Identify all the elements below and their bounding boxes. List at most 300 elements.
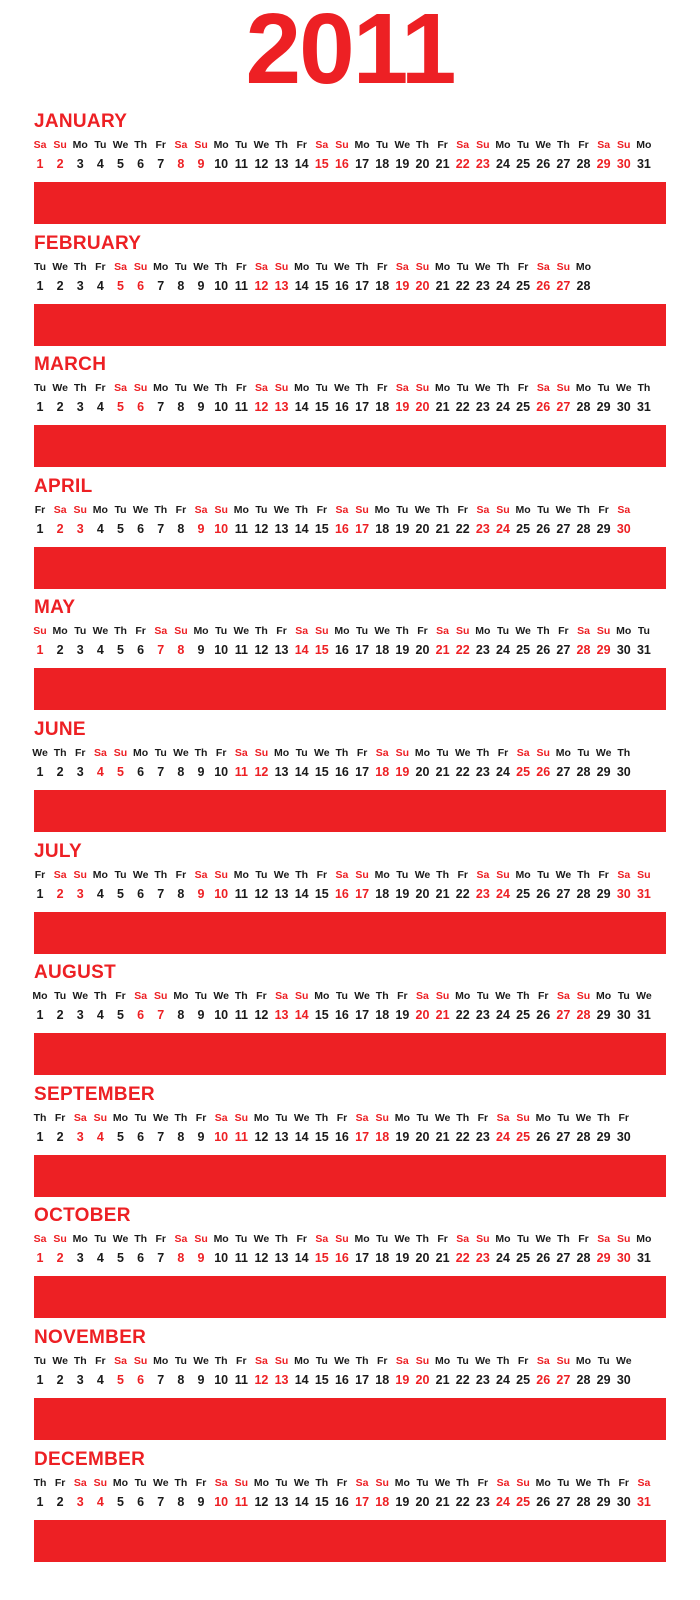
- weekday-label: Sa: [536, 382, 550, 395]
- date-number: 16: [334, 521, 349, 536]
- date-number: 7: [157, 1373, 165, 1387]
- weekday-label: Fr: [558, 625, 569, 638]
- weekday-label: Sa: [214, 1476, 228, 1489]
- weekday-label: Su: [73, 868, 87, 881]
- date-number: 13: [274, 1251, 289, 1266]
- weekday-label: Mo: [394, 1476, 410, 1489]
- date-number: 22: [455, 1251, 470, 1266]
- month-name: FEBRUARY: [34, 232, 142, 254]
- weekday-label: Fr: [34, 503, 46, 516]
- date-number: 28: [576, 1373, 591, 1387]
- date-number: 6: [137, 1129, 145, 1144]
- weekday-label: Mo: [314, 990, 330, 1003]
- date-number: 2: [56, 1373, 64, 1387]
- date-number: 3: [76, 521, 84, 536]
- weekday-row: [0, 989, 700, 1003]
- date-number: 17: [355, 1129, 370, 1144]
- weekday-label: We: [173, 747, 189, 759]
- date-number: 19: [395, 278, 410, 293]
- weekday-row: [0, 381, 700, 395]
- date-number: 24: [496, 1494, 510, 1509]
- weekday-label: Su: [93, 1476, 108, 1489]
- date-number: 28: [576, 765, 591, 779]
- date-number: 4: [96, 1373, 104, 1387]
- weekday-label: Sa: [395, 382, 409, 395]
- date-number: 4: [96, 1008, 104, 1023]
- date-number: 27: [556, 521, 571, 536]
- weekday-label: Mo: [112, 1476, 129, 1489]
- weekday-label: Sa: [73, 1476, 87, 1489]
- date-number: 22: [455, 278, 470, 293]
- weekday-label: Mo: [334, 625, 350, 638]
- weekday-label: Th: [134, 1233, 148, 1246]
- month-february: [0, 232, 700, 356]
- date-number: 29: [596, 521, 611, 536]
- weekday-label: Mo: [636, 139, 652, 151]
- weekday-label: Su: [536, 747, 550, 759]
- weekday-label: Sa: [315, 139, 329, 151]
- date-number: 25: [516, 1373, 531, 1387]
- weekday-label: Fr: [54, 1476, 66, 1489]
- date-number: 8: [177, 521, 185, 536]
- date-number: 9: [197, 643, 205, 658]
- weekday-label: Sa: [33, 1233, 47, 1246]
- weekday-label: Mo: [273, 747, 290, 759]
- month-june: [0, 718, 700, 842]
- weekday-label: Mo: [515, 503, 531, 516]
- weekday-label: Sa: [335, 868, 349, 881]
- month-april: [0, 475, 700, 599]
- weekday-label: Sa: [174, 139, 188, 151]
- weekday-label: Sa: [577, 625, 590, 638]
- weekday-label: Su: [174, 625, 188, 638]
- weekday-label: Tu: [114, 503, 127, 516]
- date-number: 4: [96, 521, 104, 536]
- date-number: 11: [234, 643, 248, 658]
- date-number: 30: [616, 765, 631, 779]
- weekday-label: Tu: [134, 1111, 147, 1124]
- weekday-label: We: [132, 503, 149, 516]
- weekday-label: Th: [114, 625, 127, 638]
- date-number: 25: [516, 886, 531, 901]
- date-row: [0, 522, 700, 536]
- weekday-label: Tu: [33, 260, 47, 273]
- weekday-label: Tu: [617, 990, 630, 1003]
- date-number: 10: [214, 157, 229, 171]
- weekday-label: Tu: [295, 747, 308, 759]
- date-number: 23: [475, 1129, 490, 1144]
- date-number: 23: [475, 157, 490, 171]
- date-row: [0, 1251, 700, 1265]
- date-number: 14: [294, 521, 309, 536]
- weekday-label: Sa: [436, 625, 450, 638]
- date-number: 25: [516, 1251, 531, 1266]
- date-number: 25: [516, 521, 531, 536]
- weekday-label: Su: [113, 747, 128, 759]
- date-number: 8: [177, 1494, 185, 1509]
- weekday-label: Sa: [476, 868, 490, 881]
- weekday-label: Th: [577, 503, 590, 516]
- date-number: 27: [556, 1494, 571, 1509]
- weekday-label: Sa: [275, 990, 288, 1003]
- date-number: 17: [355, 278, 370, 293]
- date-number: 25: [516, 765, 531, 779]
- date-number: 13: [274, 157, 289, 171]
- date-number: 14: [294, 643, 309, 658]
- date-number: 14: [294, 1008, 309, 1023]
- weekday-label: Su: [576, 990, 591, 1003]
- weekday-label: Tu: [255, 868, 268, 881]
- weekday-label: We: [233, 625, 250, 638]
- date-number: 15: [314, 765, 329, 779]
- date-number: 11: [234, 521, 248, 536]
- weekday-label: Sa: [114, 1355, 127, 1367]
- date-number: 11: [234, 1008, 248, 1023]
- weekday-label: We: [394, 139, 411, 151]
- date-number: 15: [314, 278, 329, 293]
- date-number: 10: [214, 643, 229, 658]
- date-number: 19: [395, 400, 410, 415]
- date-number: 14: [294, 1494, 309, 1509]
- date-number: 12: [254, 400, 269, 415]
- date-number: 10: [214, 521, 229, 536]
- date-number: 2: [56, 765, 64, 779]
- date-number: 23: [475, 1373, 490, 1387]
- date-number: 2: [56, 157, 64, 171]
- weekday-label: Sa: [395, 260, 409, 273]
- weekday-label: We: [52, 1355, 68, 1367]
- month-name: OCTOBER: [34, 1205, 131, 1227]
- weekday-label: Sa: [476, 503, 490, 516]
- date-number: 27: [556, 157, 571, 171]
- date-number: 30: [616, 1251, 631, 1266]
- date-number: 29: [596, 1494, 611, 1509]
- month-note-bar: [34, 425, 666, 467]
- date-number: 25: [516, 1008, 531, 1023]
- date-number: 17: [355, 1494, 370, 1509]
- weekday-label: Sa: [617, 503, 631, 516]
- date-number: 15: [314, 643, 329, 658]
- date-number: 26: [536, 1129, 551, 1144]
- weekday-label: Mo: [72, 139, 88, 151]
- weekday-label: Th: [33, 1476, 47, 1489]
- weekday-label: Mo: [233, 868, 249, 881]
- weekday-label: Su: [133, 1355, 148, 1367]
- date-number: 1: [36, 1251, 44, 1266]
- date-number: 7: [157, 1129, 165, 1144]
- weekday-label: Th: [73, 382, 87, 395]
- date-number: 30: [616, 643, 631, 658]
- date-number: 11: [234, 1494, 248, 1509]
- date-number: 21: [435, 1129, 450, 1144]
- weekday-label: Sa: [53, 503, 67, 516]
- date-number: 5: [117, 1008, 124, 1023]
- weekday-label: Sa: [194, 868, 208, 881]
- weekday-label: Sa: [255, 260, 268, 273]
- weekday-label: Tu: [174, 1355, 187, 1367]
- weekday-label: Mo: [72, 1233, 88, 1246]
- weekday-label: Mo: [374, 503, 390, 516]
- weekday-label: Sa: [315, 1233, 329, 1246]
- weekday-label: We: [615, 382, 632, 395]
- date-row: [0, 279, 700, 293]
- date-number: 25: [516, 1129, 531, 1144]
- weekday-label: Su: [315, 625, 329, 638]
- weekday-label: Fr: [276, 625, 287, 638]
- weekday-label: Fr: [115, 990, 126, 1003]
- weekday-label: Sa: [597, 139, 611, 151]
- weekday-label: Mo: [354, 1233, 370, 1246]
- date-number: 8: [177, 886, 185, 901]
- date-number: 1: [36, 643, 44, 658]
- date-number: 28: [576, 521, 591, 536]
- date-number: 14: [294, 157, 309, 171]
- weekday-label: We: [414, 503, 431, 516]
- weekday-label: Tu: [134, 1476, 147, 1489]
- weekday-label: Tu: [396, 503, 409, 516]
- date-number: 7: [157, 521, 165, 536]
- date-number: 8: [177, 765, 185, 779]
- date-number: 19: [395, 1373, 410, 1387]
- weekday-label: Th: [255, 625, 268, 638]
- date-number: 6: [137, 1373, 145, 1387]
- date-number: 14: [294, 1373, 309, 1387]
- date-row: [0, 1008, 700, 1022]
- date-number: 18: [375, 157, 390, 171]
- weekday-label: Su: [496, 503, 510, 516]
- date-number: 9: [197, 400, 205, 415]
- date-number: 27: [556, 886, 571, 901]
- date-number: 14: [294, 1251, 309, 1266]
- date-number: 17: [355, 886, 370, 901]
- date-number: 31: [636, 1251, 651, 1266]
- date-number: 11: [234, 765, 248, 779]
- weekday-label: Sa: [234, 747, 248, 759]
- date-number: 12: [254, 1008, 269, 1023]
- weekday-label: Fr: [236, 1355, 247, 1367]
- date-number: 30: [616, 400, 631, 415]
- date-number: 21: [435, 157, 450, 171]
- weekday-label: We: [334, 382, 350, 395]
- weekday-label: Su: [335, 139, 349, 151]
- weekday-label: We: [193, 1355, 209, 1367]
- weekday-label: Tu: [94, 1233, 107, 1246]
- date-number: 23: [475, 765, 490, 779]
- date-number: 17: [355, 765, 370, 779]
- weekday-label: Th: [154, 503, 168, 516]
- weekday-label: Tu: [416, 1476, 429, 1489]
- date-number: 26: [536, 157, 551, 171]
- date-number: 20: [415, 643, 430, 658]
- date-row: [0, 765, 700, 779]
- date-number: 29: [596, 157, 611, 171]
- date-number: 27: [556, 643, 571, 658]
- weekday-label: Th: [33, 1111, 47, 1124]
- date-number: 26: [536, 521, 551, 536]
- weekday-label: Fr: [376, 260, 388, 273]
- weekday-label: Sa: [73, 1111, 87, 1124]
- date-number: 28: [576, 157, 591, 171]
- date-number: 22: [455, 886, 470, 901]
- month-note-bar: [34, 547, 666, 589]
- date-number: 21: [435, 1373, 450, 1387]
- weekday-label: Fr: [155, 1233, 167, 1246]
- weekday-label: Th: [53, 747, 67, 759]
- date-number: 24: [496, 1373, 510, 1387]
- date-number: 13: [274, 521, 289, 536]
- date-number: 22: [455, 521, 470, 536]
- weekday-label: Th: [154, 868, 168, 881]
- weekday-label: Tu: [517, 1233, 530, 1246]
- date-number: 5: [117, 643, 124, 658]
- weekday-label: Tu: [376, 139, 389, 151]
- date-number: 2: [56, 643, 64, 658]
- weekday-label: Tu: [335, 990, 348, 1003]
- weekday-label: Su: [194, 1233, 208, 1246]
- weekday-label: Tu: [315, 260, 328, 273]
- date-number: 6: [137, 1251, 145, 1266]
- weekday-label: Fr: [497, 747, 509, 759]
- date-number: 7: [157, 1494, 165, 1509]
- weekday-label: Su: [596, 625, 611, 638]
- weekday-label: Tu: [215, 625, 228, 638]
- weekday-label: Sa: [617, 868, 631, 881]
- month-note-bar: [34, 790, 666, 832]
- weekday-label: Tu: [597, 1355, 610, 1367]
- date-number: 4: [96, 1251, 104, 1266]
- date-number: 2: [56, 1008, 64, 1023]
- date-number: 26: [536, 765, 551, 779]
- date-number: 11: [234, 1251, 248, 1266]
- date-number: 20: [415, 1494, 430, 1509]
- weekday-label: Th: [93, 990, 107, 1003]
- date-number: 3: [76, 765, 84, 779]
- weekday-label: We: [314, 747, 330, 759]
- weekday-label: We: [273, 503, 290, 516]
- weekday-label: Su: [516, 1476, 530, 1489]
- month-december: [0, 1448, 700, 1572]
- date-number: 27: [556, 278, 571, 293]
- weekday-label: Fr: [437, 1233, 448, 1246]
- weekday-row: [0, 1232, 700, 1246]
- weekday-label: Sa: [53, 868, 67, 881]
- date-number: 13: [274, 278, 289, 293]
- date-number: 2: [56, 400, 64, 415]
- date-number: 20: [415, 1251, 430, 1266]
- weekday-label: Tu: [174, 260, 187, 273]
- weekday-label: We: [434, 1476, 451, 1489]
- weekday-label: Tu: [496, 625, 510, 638]
- weekday-label: Fr: [578, 139, 589, 151]
- date-number: 12: [254, 157, 269, 171]
- weekday-label: Mo: [555, 747, 571, 759]
- date-number: 9: [197, 1373, 205, 1387]
- weekday-label: Fr: [336, 1476, 348, 1489]
- weekday-label: Sa: [536, 1355, 550, 1367]
- weekday-label: Sa: [255, 1355, 268, 1367]
- weekday-label: Tu: [476, 990, 489, 1003]
- weekday-label: Th: [597, 1476, 611, 1489]
- date-number: 22: [455, 157, 470, 171]
- weekday-label: Tu: [114, 868, 127, 881]
- date-number: 4: [96, 157, 104, 171]
- weekday-label: Tu: [456, 260, 469, 273]
- month-name: SEPTEMBER: [34, 1083, 155, 1105]
- weekday-label: Fr: [517, 382, 529, 395]
- date-number: 21: [435, 765, 450, 779]
- date-number: 4: [96, 400, 104, 415]
- weekday-label: Sa: [375, 747, 389, 759]
- weekday-label: Tu: [275, 1476, 288, 1489]
- date-number: 21: [435, 521, 450, 536]
- date-number: 19: [395, 1494, 410, 1509]
- weekday-label: Tu: [517, 139, 530, 151]
- weekday-label: Fr: [477, 1111, 489, 1124]
- weekday-label: Th: [174, 1111, 188, 1124]
- date-number: 10: [214, 765, 229, 779]
- date-number: 30: [616, 886, 631, 901]
- weekday-label: Mo: [616, 625, 632, 638]
- weekday-label: We: [253, 1233, 270, 1246]
- weekday-row: [0, 503, 700, 517]
- weekday-label: Mo: [213, 139, 229, 151]
- date-number: 12: [254, 1251, 269, 1266]
- month-september: [0, 1083, 700, 1207]
- date-number: 30: [616, 1008, 631, 1023]
- date-number: 10: [214, 1129, 229, 1144]
- date-number: 4: [96, 1129, 104, 1144]
- weekday-label: Su: [617, 1233, 631, 1246]
- date-number: 19: [395, 1251, 410, 1266]
- date-row: [0, 1130, 700, 1144]
- date-number: 24: [496, 1008, 510, 1023]
- month-note-bar: [34, 1520, 666, 1562]
- date-number: 15: [314, 521, 329, 536]
- date-number: 22: [455, 400, 470, 415]
- date-number: 13: [274, 765, 289, 779]
- weekday-label: Tu: [577, 747, 590, 759]
- weekday-label: Th: [436, 868, 449, 881]
- weekday-label: Sa: [214, 1111, 228, 1124]
- date-number: 13: [274, 400, 289, 415]
- date-number: 25: [516, 643, 531, 658]
- weekday-label: Sa: [516, 747, 530, 759]
- weekday-label: Fr: [618, 1111, 630, 1124]
- weekday-label: Fr: [376, 382, 388, 395]
- date-number: 4: [96, 643, 104, 658]
- date-number: 4: [96, 886, 104, 901]
- date-number: 8: [177, 278, 185, 293]
- weekday-label: We: [615, 1355, 632, 1367]
- date-number: 22: [455, 1373, 470, 1387]
- weekday-label: Mo: [173, 990, 189, 1003]
- weekday-label: Tu: [537, 868, 550, 881]
- date-number: 21: [435, 1008, 450, 1023]
- date-number: 23: [475, 1251, 490, 1266]
- weekday-label: Su: [375, 1476, 389, 1489]
- weekday-label: Tu: [255, 503, 268, 516]
- date-number: 19: [395, 643, 410, 658]
- weekday-label: Su: [214, 503, 228, 516]
- weekday-label: Mo: [294, 382, 310, 395]
- date-number: 9: [197, 765, 205, 779]
- date-number: 12: [254, 521, 269, 536]
- date-number: 24: [496, 1251, 510, 1266]
- date-number: 28: [576, 643, 591, 658]
- weekday-label: We: [152, 1111, 169, 1124]
- weekday-label: Sa: [496, 1476, 510, 1489]
- date-number: 17: [355, 521, 370, 536]
